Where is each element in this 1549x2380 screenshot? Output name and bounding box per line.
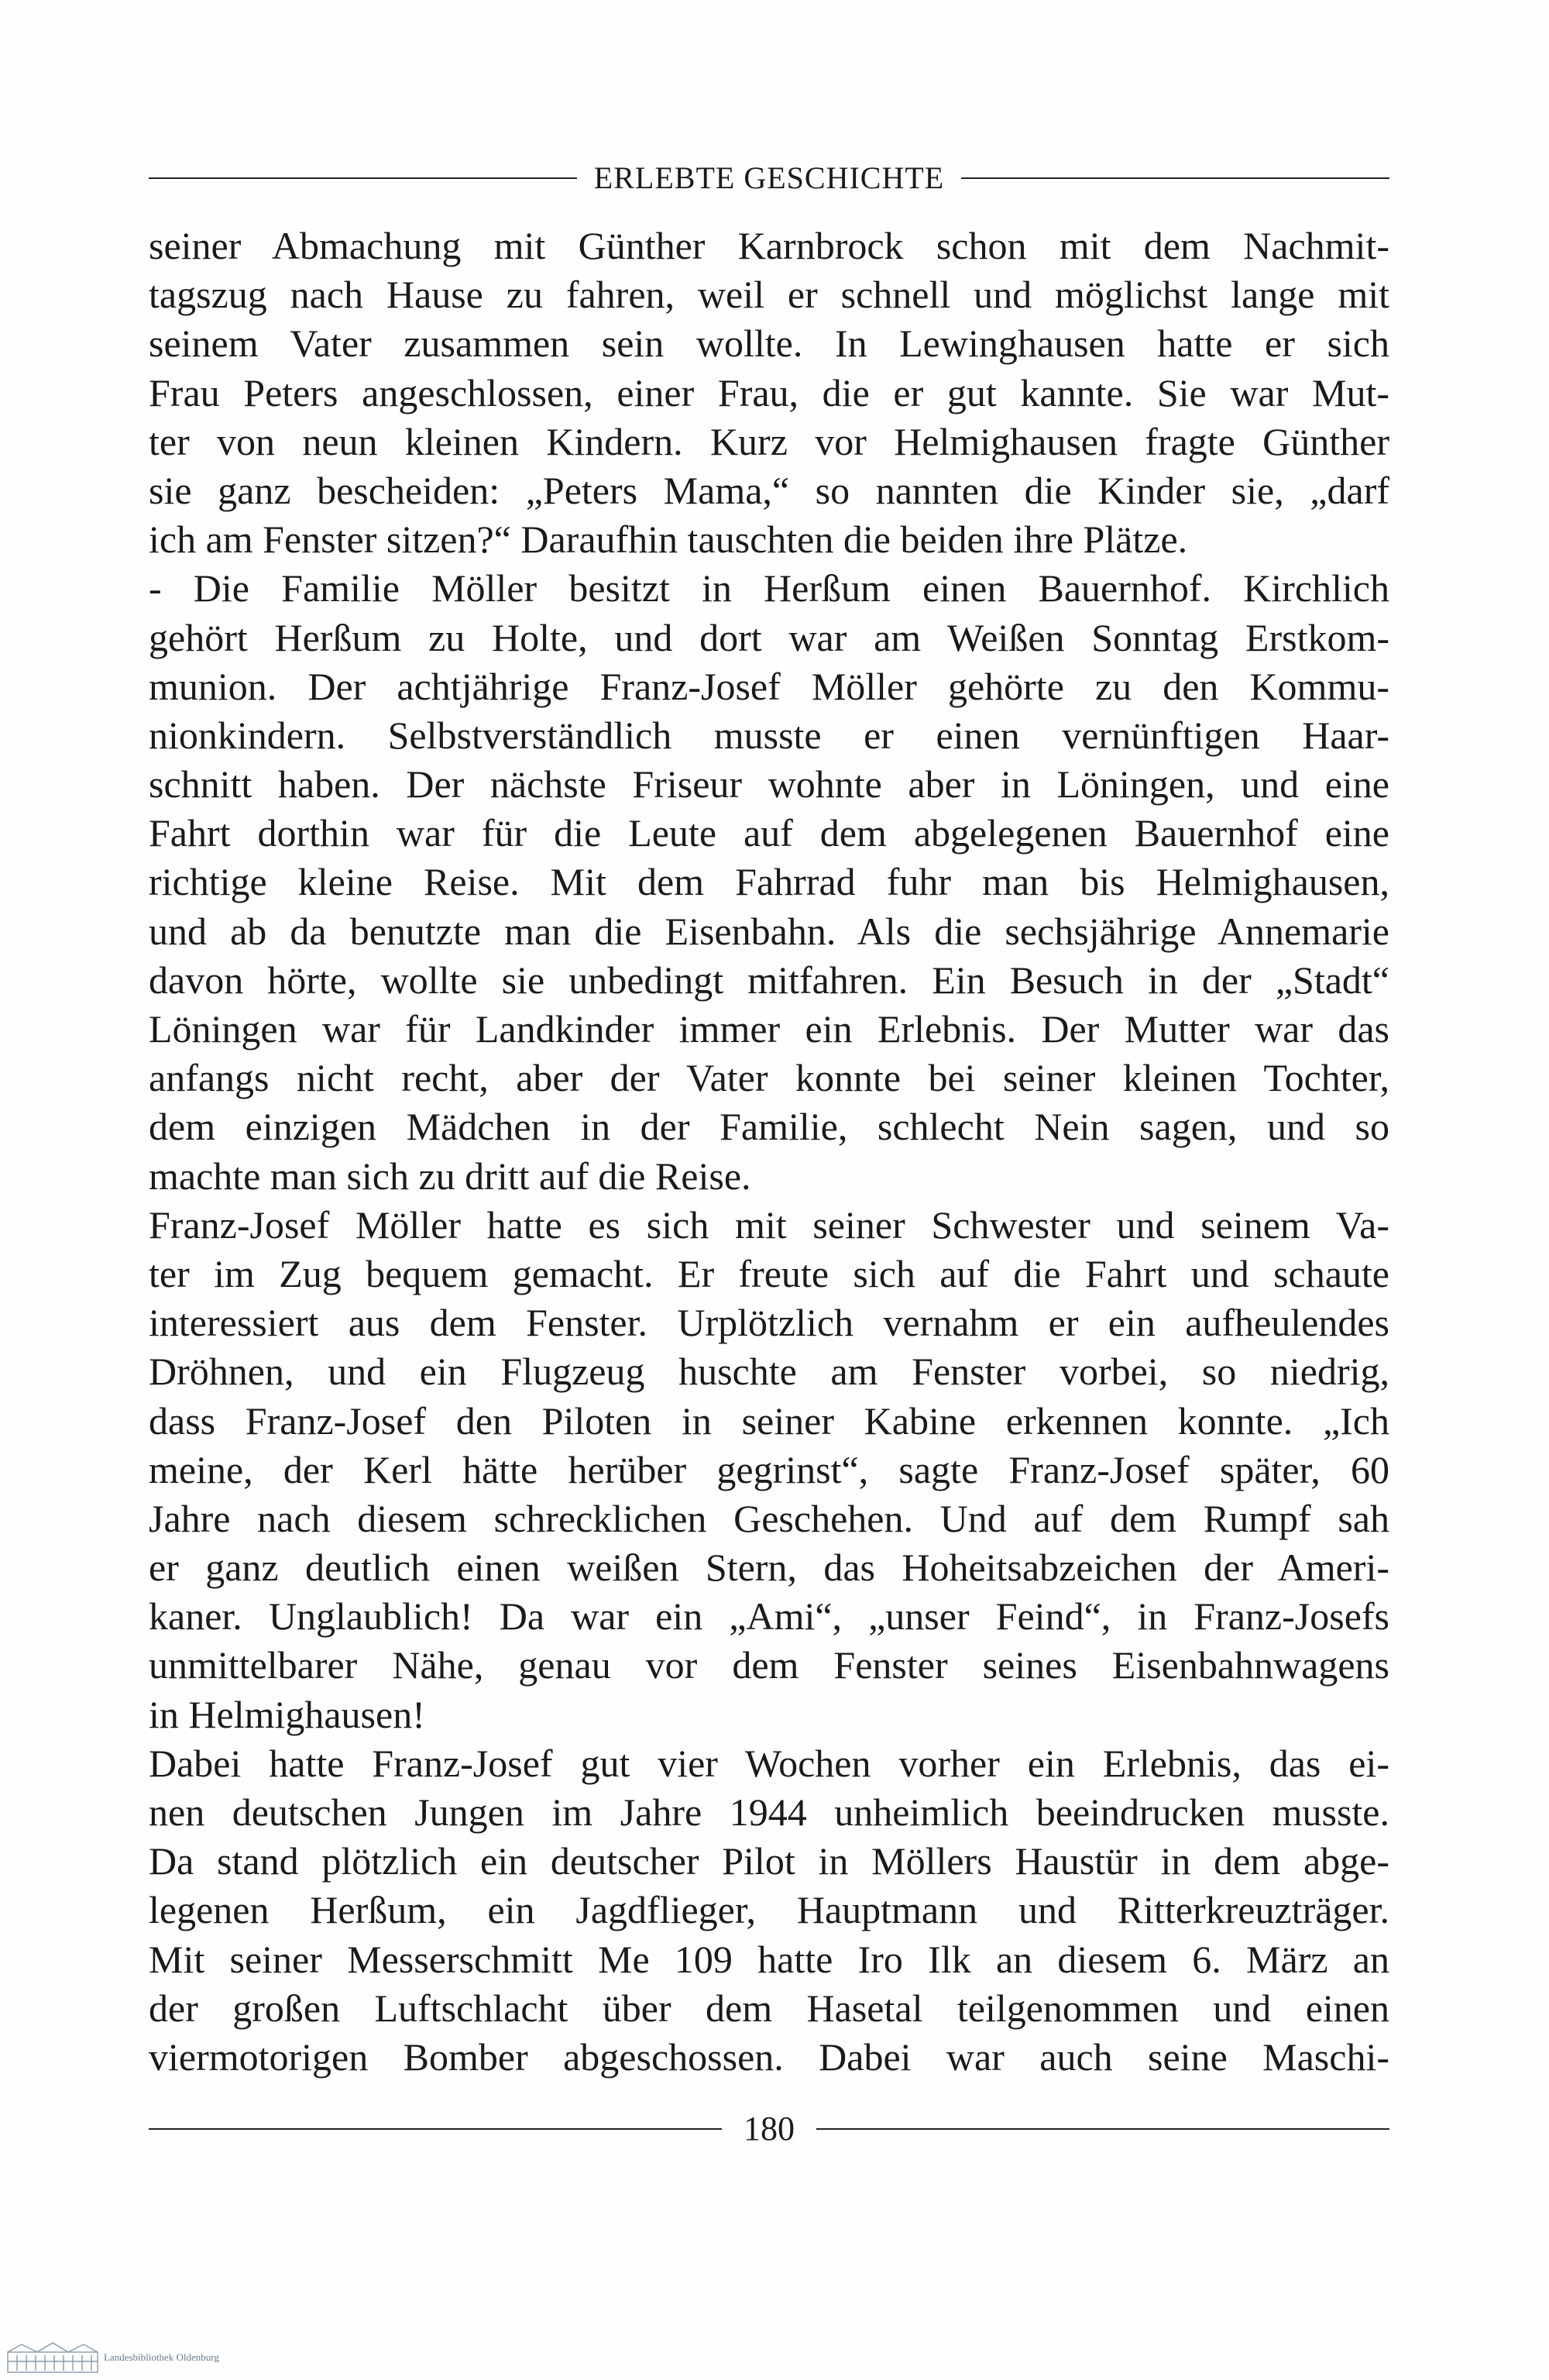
text-line: interessiert aus dem Fenster. Urplötzlich vernahm er ein aufheulendes <box>149 1301 1389 1345</box>
running-header <box>149 155 1389 201</box>
header-rule-left <box>149 177 577 179</box>
text-line: dem einzigen Mädchen in der Familie, schlecht Nein sagen, und so <box>149 1105 1389 1149</box>
text-line: ter von neun kleinen Kindern. Kurz vor Helmighausen fragte Günther <box>149 419 1389 463</box>
text-line: ich am Fenster sitzen?“ Daraufhin tauschten die beiden ihre Plätze. <box>149 518 1188 562</box>
text-line: machte man sich zu dritt auf die Reise. <box>149 1154 751 1198</box>
text-line: nionkindern. Selbstverständlich musste er einen vernünftigen Haar- <box>149 713 1389 757</box>
body-text <box>149 222 1389 2082</box>
text-line: unmittelbarer Nähe, genau vor dem Fenster seines Eisenbahnwagens <box>149 1643 1389 1687</box>
text-line: - Die Familie Möller besitzt in Herßum einen Bauernhof. Kirchlich <box>149 566 1389 610</box>
text-line: munion. Der achtjährige Franz-Josef Möller gehörte zu den Kommu- <box>149 664 1389 708</box>
text-line: seinem Vater zusammen sein wollte. In Lewinghausen hatte er sich <box>149 322 1389 366</box>
text-line: Fahrt dorthin war für die Leute auf dem abgelegenen Bauernhof eine <box>149 811 1389 855</box>
text-line: Mit seiner Messerschmitt Me 109 hatte Iro Ilk an diesem 6. März an <box>149 1937 1389 1981</box>
text-line: gehört Herßum zu Holte, und dort war am Weißen Sonntag Erstkom- <box>149 615 1389 659</box>
text-line: schnitt haben. Der nächste Friseur wohnte aber in Löningen, und eine <box>149 762 1389 807</box>
library-building-logo-icon <box>6 2341 99 2374</box>
header-rule-right <box>961 177 1389 179</box>
page-number: 180 <box>744 2110 795 2148</box>
text-line: in Helmighausen! <box>149 1692 425 1736</box>
text-line: richtige kleine Reise. Mit dem Fahrrad fuhr man bis Helmighausen, <box>149 860 1389 904</box>
text-line: dass Franz-Josef den Piloten in seiner Kabine erkennen konnte. „Ich <box>149 1398 1389 1443</box>
text-line: Dabei hatte Franz-Josef gut vier Wochen vorher ein Erlebnis, das ei- <box>149 1741 1389 1785</box>
library-stamp-label: Landesbibliothek Oldenburg <box>104 2351 219 2363</box>
footer-rule-left <box>149 2128 722 2130</box>
text-line: legenen Herßum, ein Jagdflieger, Hauptmann und Ritterkreuzträger. <box>149 1888 1389 1932</box>
text-line: Jahre nach diesem schrecklichen Geschehen. Und auf dem Rumpf sah <box>149 1496 1389 1540</box>
text-line: seiner Abmachung mit Günther Karnbrock schon mit dem Nachmit- <box>149 224 1389 267</box>
text-line: Löningen war für Landkinder immer ein Erlebnis. Der Mutter war das <box>149 1007 1389 1051</box>
library-stamp <box>6 2341 219 2374</box>
text-line: sie ganz bescheiden: „Peters Mama,“ so nannten die Kinder sie, „darf <box>149 468 1389 512</box>
text-line: anfangs nicht recht, aber der Vater konnte bei seiner kleinen Tochter, <box>149 1056 1389 1100</box>
text-line: nen deutschen Jungen im Jahre 1944 unheimlich beeindrucken musste. <box>149 1790 1389 1834</box>
text-line: Da stand plötzlich ein deutscher Pilot in Möllers Haustür in dem abge- <box>149 1839 1389 1883</box>
text-line: er ganz deutlich einen weißen Stern, das Hoheitsabzeichen der Ameri- <box>149 1546 1389 1590</box>
text-line: Franz-Josef Möller hatte es sich mit seiner Schwester und seinem Va- <box>149 1202 1389 1247</box>
text-line: viermotorigen Bomber abgeschossen. Dabei war auch seine Maschi- <box>149 2034 1389 2079</box>
text-line: ter im Zug bequem gemacht. Er freute sich auf die Fahrt und schaute <box>149 1251 1389 1295</box>
text-line: kaner. Unglaublich! Da war ein „Ami“, „unser Feind“, in Franz-Josefs <box>149 1594 1389 1639</box>
text-line: tagszug nach Hause zu fahren, weil er schnell und möglichst lange mit <box>149 273 1389 317</box>
text-line: der großen Luftschlacht über dem Hasetal teilgenommen und einen <box>149 1986 1389 2030</box>
text-line: meine, der Kerl hätte herüber gegrinst“, sagte Franz-Josef später, 60 <box>149 1447 1389 1491</box>
text-line: Dröhnen, und ein Flugzeug huschte am Fenster vorbei, so niedrig, <box>149 1350 1389 1394</box>
text-line: und ab da benutzte man die Eisenbahn. Als die sechsjährige Annemarie <box>149 909 1389 953</box>
text-line: davon hörte, wollte sie unbedingt mitfahren. Ein Besuch in der „Stadt“ <box>149 958 1389 1002</box>
running-header-title: ERLEBTE GESCHICHTE <box>593 160 945 195</box>
footer-rule-right <box>816 2128 1389 2130</box>
text-line: Frau Peters angeschlossen, einer Frau, die er gut kannte. Sie war Mut- <box>149 370 1389 414</box>
page-footer <box>149 2106 1389 2152</box>
